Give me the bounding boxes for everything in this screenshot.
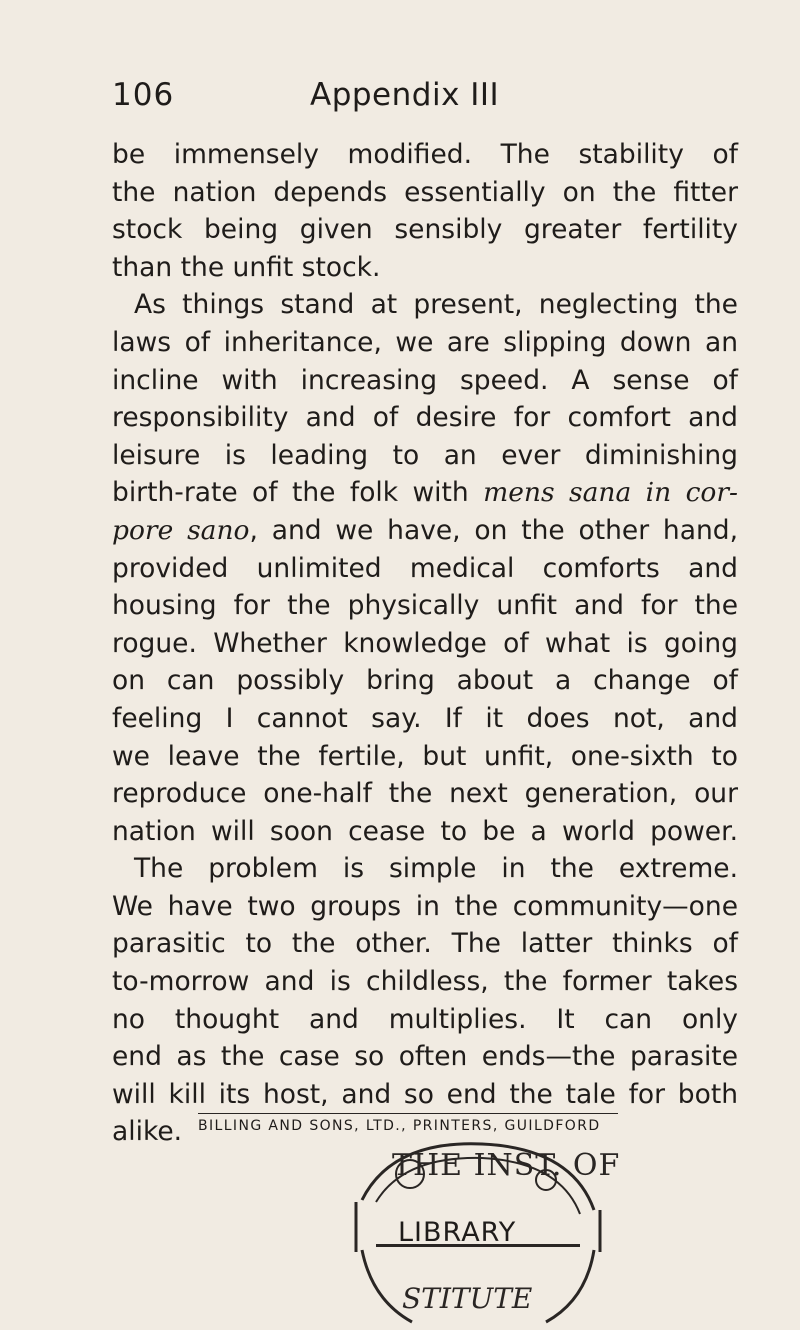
line-text: We have two groups in the community—one [112,890,738,922]
text-line [112,324,738,362]
italic-phrase: mens sana in cor- [483,477,738,509]
line-text: be immensely modified. The stability of [112,139,738,170]
text-line [112,286,738,324]
imprint-rule [198,1113,618,1114]
printer-imprint: BILLING AND SONS, LTD., PRINTERS, GUILDFORD [198,1118,601,1134]
line-text: the nation depends essentially on the fitter [112,176,738,208]
text-line [112,399,738,437]
text-line [112,625,738,663]
line-text: rogue. Whether knowledge of what is going [112,627,738,659]
running-head [112,70,732,120]
line-text: housing for the physically unfit and for the [112,590,738,622]
line-text: stock being given sensibly greater fertility [112,214,738,246]
body-text [112,136,738,1151]
text-line [112,437,738,475]
text-line [112,474,738,512]
line-text: reproduce one-half the next generation, our [112,778,738,810]
text-line [112,700,738,738]
line-text: nation will soon cease to be a world power. [112,815,738,847]
text-line [112,662,738,700]
line-text: laws of inheritance, we are slipping down an [112,326,738,358]
library-stamp [332,1140,622,1330]
line-text: As things stand at present, neglecting the [134,289,738,321]
line-text: leisure is leading to an ever diminishing [112,439,738,471]
line-text: on can possibly bring about a change of [112,665,738,697]
line-text: birth-rate of the folk with [112,477,484,509]
line-text: parasitic to the other. The latter thinks of [112,928,738,960]
stamp-bottom-text: STITUTE [402,1282,533,1315]
line-text: The problem is simple in the extreme. [134,853,738,885]
line-text: we leave the fertile, but unfit, one-sixth to [112,740,738,772]
text-line [112,1076,738,1114]
line-text: incline with increasing speed. A sense of [112,364,738,396]
text-line [112,249,738,287]
text-line [112,550,738,588]
text-line [112,813,738,851]
line-text: responsibility and of desire for comfort and [112,402,738,434]
line-text: end as the case so often ends—the parasite [112,1041,738,1073]
text-line [112,587,738,625]
line-text: to-morrow and is childless, the former takes [112,966,738,998]
line-text: feeling I cannot say. If it does not, and [112,702,738,734]
text-line [112,775,738,813]
text-line [112,362,738,400]
text-line [112,888,738,926]
running-title: Appendix III [310,77,500,113]
line-text: will kill its host, and so end the tale for both [112,1078,738,1110]
text-line [112,738,738,776]
line-text: alike. [112,1116,183,1148]
italic-phrase: pore sano [112,514,250,546]
line-text: , and we have, on the other hand, [249,514,738,546]
text-line [112,925,738,963]
text-line [112,211,738,249]
line-text: than the unfit stock. [112,251,381,283]
text-line [112,136,738,174]
text-line [112,850,738,888]
line-text: no thought and multiplies. It can only [112,1003,738,1035]
stamp-top-text: THE INST. OF [392,1148,621,1183]
text-line [112,1038,738,1076]
text-line [112,963,738,1001]
text-line [112,512,738,550]
page-number: 106 [112,77,175,113]
text-line [112,174,738,212]
text-line [112,1001,738,1039]
line-text: provided unlimited medical comforts and [112,552,738,584]
stamp-library-label: LIBRARY [398,1217,517,1248]
